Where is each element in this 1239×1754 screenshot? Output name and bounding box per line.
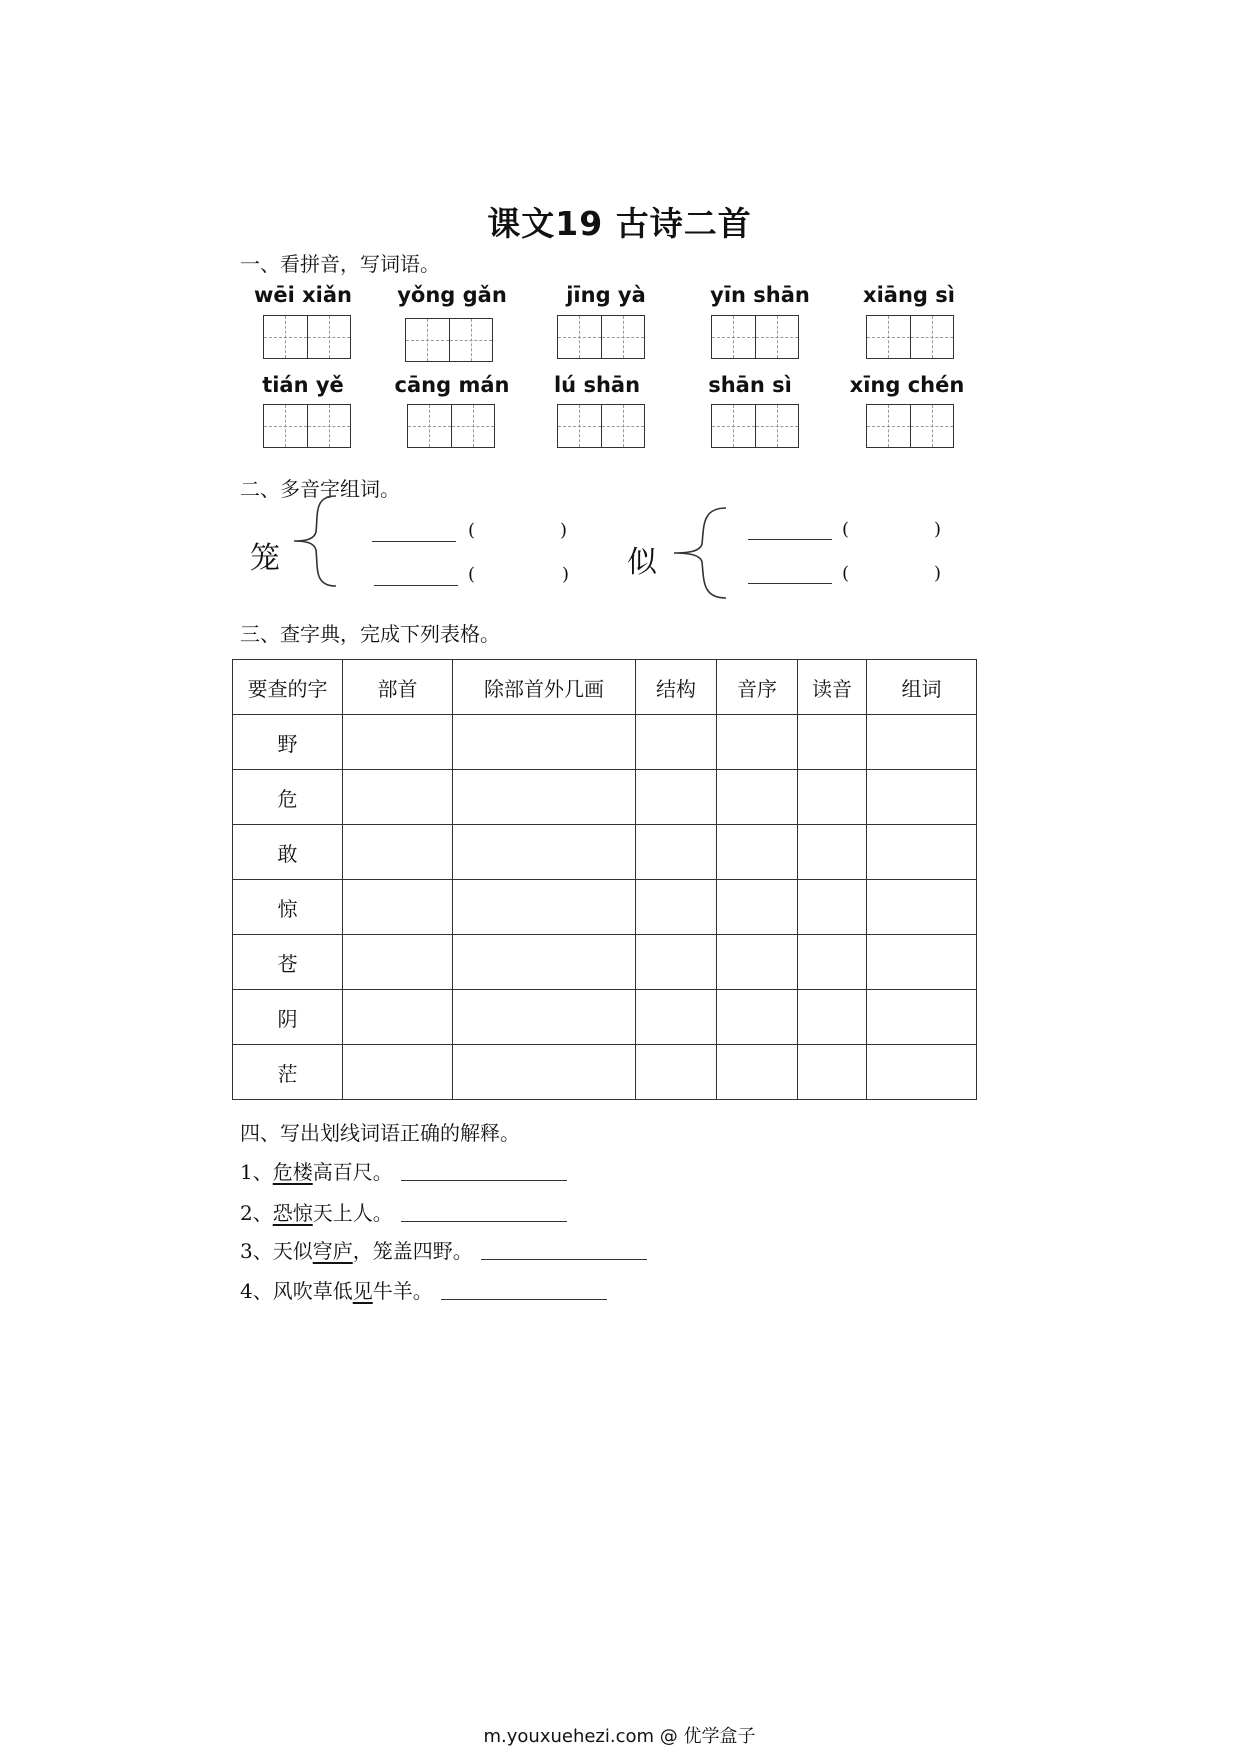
question-item — [240, 1235, 647, 1264]
answer-cell[interactable] — [453, 990, 636, 1045]
answer-cell[interactable] — [636, 715, 717, 770]
column-header: 读音 — [798, 660, 867, 715]
writing-grid[interactable] — [557, 315, 645, 359]
answer-cell[interactable] — [453, 880, 636, 935]
table-header-row — [233, 660, 977, 715]
underlined-word: 穹庐 — [312, 1239, 353, 1263]
pinyin-label: shān sì — [708, 373, 792, 397]
answer-cell[interactable] — [343, 990, 453, 1045]
polyphone-char: 笼 — [250, 541, 280, 576]
pinyin-label: lú shān — [553, 373, 641, 397]
answer-cell[interactable] — [636, 990, 717, 1045]
question-text: ，笼盖四野。 — [352, 1239, 473, 1263]
answer-blank[interactable] — [481, 1258, 647, 1260]
question-number: 4、 — [240, 1279, 273, 1303]
paren-open: ( — [468, 564, 476, 585]
answer-blank[interactable] — [748, 539, 832, 540]
pinyin-label: jīng yà — [566, 283, 646, 307]
paren-close: ) — [934, 519, 942, 540]
underlined-word: 恐惊 — [272, 1201, 313, 1225]
answer-cell[interactable] — [636, 770, 717, 825]
writing-grid[interactable] — [405, 318, 493, 362]
answer-blank[interactable] — [401, 1179, 567, 1181]
answer-blank[interactable] — [441, 1298, 607, 1300]
answer-cell[interactable] — [636, 880, 717, 935]
writing-grid[interactable] — [263, 315, 351, 359]
answer-cell[interactable] — [343, 825, 453, 880]
question-text: 风吹草低 — [272, 1279, 353, 1303]
answer-cell[interactable] — [717, 935, 798, 990]
column-header: 除部首外几画 — [453, 660, 636, 715]
lookup-char: 敢 — [233, 825, 343, 880]
section1-heading: 一、看拼音，写词语。 — [240, 252, 440, 276]
answer-cell[interactable] — [798, 935, 867, 990]
answer-cell[interactable] — [717, 1045, 798, 1100]
pinyin-label: wēi xiǎn — [253, 283, 353, 307]
answer-cell[interactable] — [453, 935, 636, 990]
answer-cell[interactable] — [453, 770, 636, 825]
pinyin-label: tián yě — [262, 373, 344, 397]
writing-grid[interactable] — [407, 404, 495, 448]
answer-cell[interactable] — [636, 825, 717, 880]
table-row — [233, 935, 977, 990]
answer-blank[interactable] — [372, 541, 456, 542]
answer-cell[interactable] — [798, 880, 867, 935]
underlined-word: 见 — [352, 1279, 373, 1303]
brace-icon — [672, 506, 728, 600]
table-row — [233, 770, 977, 825]
paren-close: ) — [934, 563, 942, 584]
answer-cell[interactable] — [867, 770, 977, 825]
paren-close: ) — [562, 564, 570, 585]
dictionary-table — [232, 659, 977, 1100]
pinyin-label: yǒng gǎn — [397, 283, 507, 307]
underlined-word: 危楼 — [272, 1160, 313, 1184]
pinyin-label: xīng chén — [849, 373, 965, 397]
answer-cell[interactable] — [798, 825, 867, 880]
paren-close: ) — [560, 520, 568, 541]
page-title: 课文19 古诗二首 — [487, 204, 752, 243]
answer-cell[interactable] — [343, 715, 453, 770]
lookup-char: 苍 — [233, 935, 343, 990]
section4-heading: 四、写出划线词语正确的解释。 — [240, 1121, 520, 1145]
question-number: 1、 — [240, 1160, 273, 1184]
answer-cell[interactable] — [636, 935, 717, 990]
pinyin-label: xiāng sì — [863, 283, 955, 307]
answer-cell[interactable] — [798, 715, 867, 770]
writing-grid[interactable] — [711, 315, 799, 359]
answer-cell[interactable] — [798, 770, 867, 825]
question-text: 天上人。 — [312, 1201, 393, 1225]
answer-cell[interactable] — [717, 770, 798, 825]
paren-open: ( — [468, 520, 476, 541]
lookup-char: 惊 — [233, 880, 343, 935]
answer-cell[interactable] — [867, 990, 977, 1045]
column-header: 组词 — [867, 660, 977, 715]
answer-cell[interactable] — [867, 1045, 977, 1100]
answer-cell[interactable] — [867, 880, 977, 935]
answer-cell[interactable] — [717, 990, 798, 1045]
pinyin-label: cāng mán — [394, 373, 510, 397]
section2-heading: 二、多音字组词。 — [240, 477, 400, 501]
polyphone-char: 似 — [627, 545, 657, 580]
question-item — [240, 1156, 567, 1185]
lookup-char: 茫 — [233, 1045, 343, 1100]
column-header: 要查的字 — [233, 660, 343, 715]
writing-grid[interactable] — [866, 404, 954, 448]
question-item — [240, 1197, 567, 1226]
answer-cell[interactable] — [717, 715, 798, 770]
writing-grid[interactable] — [711, 404, 799, 448]
writing-grid[interactable] — [866, 315, 954, 359]
table-row — [233, 1045, 977, 1100]
answer-cell[interactable] — [343, 880, 453, 935]
answer-cell[interactable] — [717, 880, 798, 935]
table-row — [233, 880, 977, 935]
question-number: 3、 — [240, 1239, 273, 1263]
answer-blank[interactable] — [748, 583, 832, 584]
answer-cell[interactable] — [343, 1045, 453, 1100]
column-header: 部首 — [343, 660, 453, 715]
answer-cell[interactable] — [343, 935, 453, 990]
answer-cell[interactable] — [453, 825, 636, 880]
writing-grid[interactable] — [557, 404, 645, 448]
answer-cell[interactable] — [717, 825, 798, 880]
lookup-char: 阴 — [233, 990, 343, 1045]
writing-grid[interactable] — [263, 404, 351, 448]
paren-open: ( — [842, 563, 850, 584]
table-row — [233, 825, 977, 880]
brace-icon — [292, 494, 338, 588]
answer-cell[interactable] — [867, 715, 977, 770]
footer-watermark: m.youxuehezi.com @ 优学盒子 — [483, 1726, 756, 1747]
lookup-char: 野 — [233, 715, 343, 770]
table-row — [233, 990, 977, 1045]
answer-blank[interactable] — [401, 1220, 567, 1222]
answer-cell[interactable] — [453, 715, 636, 770]
answer-cell[interactable] — [453, 1045, 636, 1100]
answer-cell[interactable] — [798, 990, 867, 1045]
answer-cell[interactable] — [798, 1045, 867, 1100]
pinyin-label: yīn shān — [710, 283, 810, 307]
answer-blank[interactable] — [374, 585, 458, 586]
section3-heading: 三、查字典，完成下列表格。 — [240, 622, 500, 646]
paren-open: ( — [842, 519, 850, 540]
answer-cell[interactable] — [867, 825, 977, 880]
lookup-char: 危 — [233, 770, 343, 825]
question-text: 天似 — [272, 1239, 313, 1263]
question-text: 牛羊。 — [372, 1279, 433, 1303]
question-item — [240, 1275, 607, 1304]
answer-cell[interactable] — [636, 1045, 717, 1100]
table-row — [233, 715, 977, 770]
question-number: 2、 — [240, 1201, 273, 1225]
question-text: 高百尺。 — [312, 1160, 393, 1184]
column-header: 音序 — [717, 660, 798, 715]
answer-cell[interactable] — [867, 935, 977, 990]
column-header: 结构 — [636, 660, 717, 715]
answer-cell[interactable] — [343, 770, 453, 825]
